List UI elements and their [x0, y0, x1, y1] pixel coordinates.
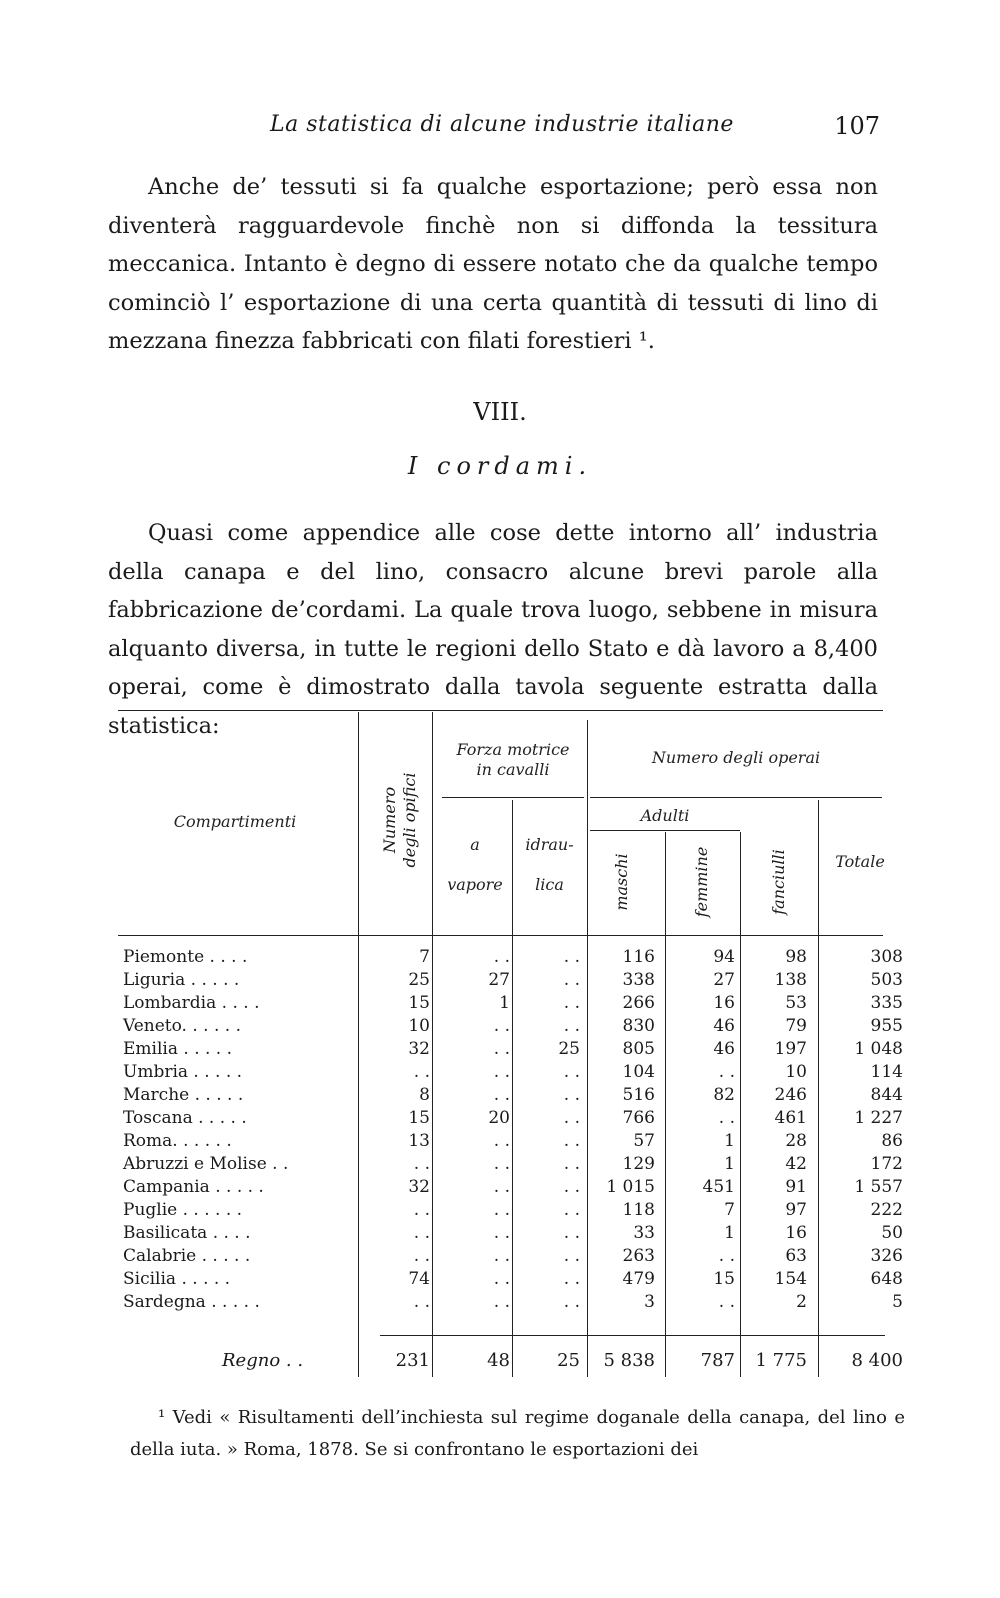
section-title: I cordami. — [407, 452, 593, 480]
footnote: ¹ Vedi « Risultamenti dell’inchiesta sul regime doganale della canapa, del lino e della iuta. » Roma, 1878. Se si confrontano le esportazioni dei — [130, 1407, 905, 1460]
cell-idraulica: . . — [563, 1108, 580, 1128]
cell-fanciulli: 197 — [774, 1039, 807, 1059]
cell-fanciulli: 2 — [796, 1292, 807, 1312]
table-row — [0, 1039, 1000, 1062]
header-idraulica-2: lica — [535, 875, 564, 894]
cell-fanciulli: 42 — [785, 1154, 807, 1174]
cell-totale: 86 — [881, 1131, 903, 1151]
cell-totale: 114 — [870, 1062, 903, 1082]
cell-vapore: . . — [493, 1085, 510, 1105]
cell-totale: 50 — [881, 1223, 903, 1243]
cell-vapore: . . — [493, 1200, 510, 1220]
cell-opifici: 15 — [408, 993, 430, 1013]
cell-totale: 335 — [870, 993, 903, 1013]
table-row — [0, 1269, 1000, 1292]
row-name: Lombardia . . . . — [123, 993, 260, 1013]
cell-maschi: 516 — [622, 1085, 655, 1105]
cell-idraulica: 25 — [558, 1039, 580, 1059]
cell-idraulica: . . — [563, 1154, 580, 1174]
header-vapore-2: vapore — [447, 875, 503, 894]
cell-opifici: . . — [413, 1292, 430, 1312]
cell-opifici: 25 — [408, 970, 430, 990]
cell-opifici: . . — [413, 1246, 430, 1266]
cell-idraulica: . . — [563, 1016, 580, 1036]
total-vapore: 48 — [487, 1350, 510, 1371]
running-header — [270, 112, 880, 146]
cell-fanciulli: 246 — [774, 1085, 807, 1105]
cell-maschi: 104 — [622, 1062, 655, 1082]
cell-idraulica: . . — [563, 1269, 580, 1289]
cell-femmine: . . — [718, 1246, 735, 1266]
row-name: Sardegna . . . . . — [123, 1292, 260, 1312]
cell-totale: 844 — [870, 1085, 903, 1105]
cell-opifici: 8 — [419, 1085, 430, 1105]
total-maschi: 5 838 — [603, 1350, 655, 1371]
total-separator-rule — [380, 1335, 885, 1336]
cell-idraulica: . . — [563, 993, 580, 1013]
header-maschi: maschi — [612, 853, 631, 911]
table-row — [0, 1223, 1000, 1246]
total-femmine: 787 — [700, 1350, 735, 1371]
page-number: 107 — [834, 112, 880, 140]
cell-femmine: 7 — [724, 1200, 735, 1220]
header-femmine: femmine — [692, 846, 711, 918]
paragraph-2: Quasi come appendice alle cose dette intorno all’ industria della canapa e del lino, consacro alcune brevi parole alla fabbricazione de’cordami. La quale trova luogo, sebbene in misura alquanto diversa, in tutte le regioni dello Stato e dà lavoro a 8,400 operai, come è dimostrato dalla tavola seguente estratta dalla statistica: — [108, 520, 878, 739]
cell-fanciulli: 138 — [774, 970, 807, 990]
forza-underline — [442, 797, 584, 798]
cell-femmine: 46 — [713, 1016, 735, 1036]
cell-maschi: 1 015 — [606, 1177, 655, 1197]
cell-femmine: 1 — [724, 1223, 735, 1243]
cell-totale: 5 — [892, 1292, 903, 1312]
cell-maschi: 766 — [622, 1108, 655, 1128]
cell-idraulica: . . — [563, 1085, 580, 1105]
section-number: VIII. — [473, 398, 527, 426]
row-name: Umbria . . . . . — [123, 1062, 243, 1082]
table-row — [0, 1292, 1000, 1315]
cell-vapore: . . — [493, 1154, 510, 1174]
cell-vapore: 27 — [488, 970, 510, 990]
cell-opifici: 74 — [408, 1269, 430, 1289]
table-row — [0, 1131, 1000, 1154]
cell-femmine: 27 — [713, 970, 735, 990]
table-row — [0, 1154, 1000, 1177]
cell-opifici: 7 — [419, 947, 430, 967]
header-vapore-1: a — [470, 835, 480, 854]
header-bottom-rule — [118, 935, 883, 936]
cell-vapore: . . — [493, 1039, 510, 1059]
header-numero-opifici-2: degli opifici — [400, 772, 419, 868]
cell-fanciulli: 10 — [785, 1062, 807, 1082]
cell-idraulica: . . — [563, 1131, 580, 1151]
table-top-rule — [118, 710, 883, 711]
row-name: Toscana . . . . . — [123, 1108, 247, 1128]
cell-opifici: 10 — [408, 1016, 430, 1036]
cell-totale: 955 — [870, 1016, 903, 1036]
cell-totale: 503 — [870, 970, 903, 990]
table-row — [0, 1177, 1000, 1200]
cell-fanciulli: 91 — [785, 1177, 807, 1197]
cell-femmine: 94 — [713, 947, 735, 967]
cell-maschi: 3 — [644, 1292, 655, 1312]
cell-femmine: 46 — [713, 1039, 735, 1059]
cell-opifici: . . — [413, 1223, 430, 1243]
cell-maschi: 266 — [622, 993, 655, 1013]
cell-maschi: 33 — [633, 1223, 655, 1243]
cell-totale: 222 — [870, 1200, 903, 1220]
table-row — [0, 1062, 1000, 1085]
cell-fanciulli: 461 — [774, 1108, 807, 1128]
cell-opifici: 15 — [408, 1108, 430, 1128]
cell-maschi: 830 — [622, 1016, 655, 1036]
table-total-row — [0, 1350, 1000, 1376]
cell-opifici: 32 — [408, 1039, 430, 1059]
row-name: Emilia . . . . . — [123, 1039, 233, 1059]
cell-vapore: . . — [493, 1223, 510, 1243]
cell-idraulica: . . — [563, 970, 580, 990]
header-totale: Totale — [835, 852, 885, 871]
header-fanciulli: fanciulli — [769, 849, 788, 915]
total-fanciulli: 1 775 — [755, 1350, 807, 1371]
cell-fanciulli: 53 — [785, 993, 807, 1013]
table-row — [0, 970, 1000, 993]
cell-femmine: . . — [718, 1062, 735, 1082]
total-label: Regno . . — [222, 1350, 304, 1371]
cell-fanciulli: 16 — [785, 1223, 807, 1243]
table-row — [0, 947, 1000, 970]
total-totale: 8 400 — [851, 1350, 903, 1371]
row-name: Basilicata . . . . — [123, 1223, 251, 1243]
cell-vapore: . . — [493, 1062, 510, 1082]
cell-maschi: 338 — [622, 970, 655, 990]
cell-fanciulli: 63 — [785, 1246, 807, 1266]
cell-totale: 172 — [870, 1154, 903, 1174]
total-opifici: 231 — [395, 1350, 430, 1371]
cell-maschi: 116 — [622, 947, 655, 967]
cell-totale: 648 — [870, 1269, 903, 1289]
cell-maschi: 263 — [622, 1246, 655, 1266]
cell-femmine: 82 — [713, 1085, 735, 1105]
row-name: Campania . . . . . — [123, 1177, 264, 1197]
adulti-underline — [590, 830, 740, 831]
table-row — [0, 993, 1000, 1016]
header-numero-opifici-1: Numero — [380, 786, 399, 854]
cell-vapore: . . — [493, 1246, 510, 1266]
header-adulti: Adulti — [640, 806, 690, 825]
cell-idraulica: . . — [563, 947, 580, 967]
row-name: Liguria . . . . . — [123, 970, 240, 990]
cell-maschi: 129 — [622, 1154, 655, 1174]
header-idraulica-1: idrau- — [525, 835, 574, 854]
cell-vapore: . . — [493, 1269, 510, 1289]
row-name: Sicilia . . . . . — [123, 1269, 231, 1289]
row-name: Puglie . . . . . . — [123, 1200, 243, 1220]
paragraph-1: Anche de’ tessuti si fa qualche esportazione; però essa non diventerà ragguardevole finchè non si diffonda la tessitura meccanica. Intanto è degno di essere notato che da qualche tempo cominciò l’ esportazione di una certa quantità di tessuti di lino di mezzana finezza fabbricati con filati forestieri ¹. — [108, 174, 878, 354]
cell-vapore: . . — [493, 1016, 510, 1036]
table-row — [0, 1016, 1000, 1039]
cell-opifici: . . — [413, 1200, 430, 1220]
cell-maschi: 118 — [622, 1200, 655, 1220]
cell-maschi: 57 — [633, 1131, 655, 1151]
running-title: La statistica di alcune industrie italiane — [270, 112, 734, 137]
cell-femmine: . . — [718, 1108, 735, 1128]
cell-fanciulli: 97 — [785, 1200, 807, 1220]
cell-maschi: 805 — [622, 1039, 655, 1059]
cell-vapore: . . — [493, 1131, 510, 1151]
row-name: Roma. . . . . . — [123, 1131, 232, 1151]
cell-femmine: 1 — [724, 1131, 735, 1151]
cell-opifici: 13 — [408, 1131, 430, 1151]
table-row — [0, 1200, 1000, 1223]
header-compartimenti: Compartimenti — [173, 812, 297, 831]
cell-fanciulli: 154 — [774, 1269, 807, 1289]
row-name: Marche . . . . . — [123, 1085, 244, 1105]
cell-opifici: 32 — [408, 1177, 430, 1197]
cell-vapore: . . — [493, 947, 510, 967]
cell-idraulica: . . — [563, 1223, 580, 1243]
cell-idraulica: . . — [563, 1062, 580, 1082]
table-row — [0, 1108, 1000, 1131]
cell-idraulica: . . — [563, 1177, 580, 1197]
row-name: Piemonte . . . . — [123, 947, 248, 967]
cell-maschi: 479 — [622, 1269, 655, 1289]
cell-idraulica: . . — [563, 1200, 580, 1220]
row-name: Calabrie . . . . . — [123, 1246, 251, 1266]
cell-vapore: . . — [493, 1292, 510, 1312]
header-forza-1: Forza motrice — [456, 740, 570, 759]
row-name: Abruzzi e Molise . . — [123, 1154, 289, 1174]
cell-idraulica: . . — [563, 1292, 580, 1312]
cell-totale: 1 048 — [854, 1039, 903, 1059]
cell-totale: 326 — [870, 1246, 903, 1266]
cell-totale: 308 — [870, 947, 903, 967]
cell-idraulica: . . — [563, 1246, 580, 1266]
cell-opifici: . . — [413, 1062, 430, 1082]
cell-femmine: 451 — [702, 1177, 735, 1197]
cell-fanciulli: 79 — [785, 1016, 807, 1036]
header-forza-2: in cavalli — [476, 760, 550, 779]
cell-totale: 1 227 — [854, 1108, 903, 1128]
cell-vapore: 1 — [499, 993, 510, 1013]
table-row — [0, 1246, 1000, 1269]
operai-underline — [590, 797, 882, 798]
cell-fanciulli: 28 — [785, 1131, 807, 1151]
cell-opifici: . . — [413, 1154, 430, 1174]
cell-femmine: 15 — [713, 1269, 735, 1289]
cell-femmine: 1 — [724, 1154, 735, 1174]
table-row — [0, 1085, 1000, 1108]
cell-fanciulli: 98 — [785, 947, 807, 967]
header-operai: Numero degli operai — [651, 748, 821, 767]
row-name: Veneto. . . . . . — [123, 1016, 241, 1036]
cell-vapore: 20 — [488, 1108, 510, 1128]
cell-totale: 1 557 — [854, 1177, 903, 1197]
cell-vapore: . . — [493, 1177, 510, 1197]
cell-femmine: 16 — [713, 993, 735, 1013]
total-idraulica: 25 — [557, 1350, 580, 1371]
cell-femmine: . . — [718, 1292, 735, 1312]
